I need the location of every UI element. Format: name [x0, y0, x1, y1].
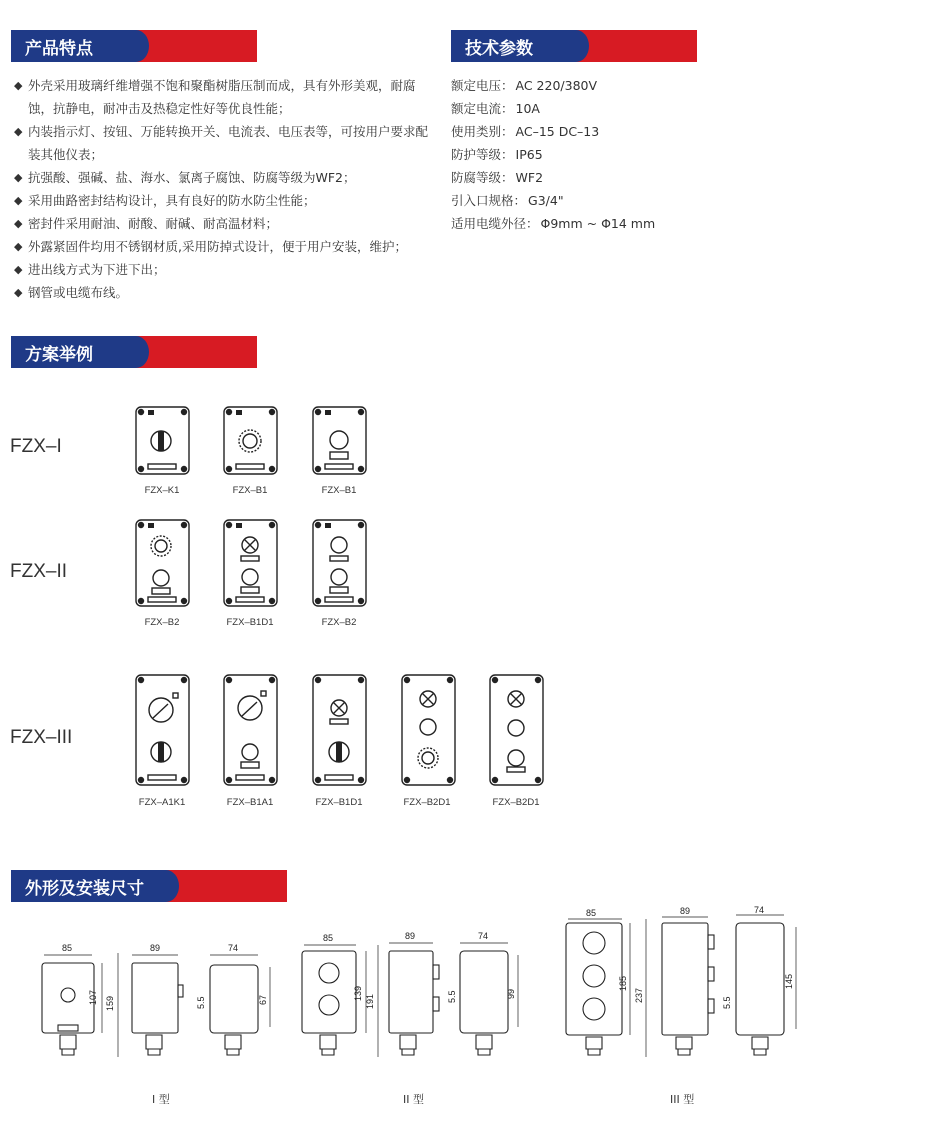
spec-label: 引入口规格： [451, 193, 527, 208]
spec-label: 额定电压： [451, 78, 514, 93]
model-caption: FZX–B2D1 [403, 797, 451, 808]
device-box-a1k1 [136, 675, 189, 785]
spec-label: 防护等级： [451, 147, 514, 162]
device-box-k1 [136, 407, 189, 474]
specs-header [451, 30, 589, 62]
dim-width: 85 [323, 933, 334, 943]
dim-mount-h: 145 [784, 973, 794, 989]
dim-offset: 5.5 [447, 990, 457, 1003]
feature-item: ◆ 外壳采用玻璃纤维增强不饱和聚酯树脂压制而成，具有外形美观，耐腐蚀，抗静电，耐冲击及热稳定性好等优良性能； [14, 74, 434, 120]
dimensions-header [11, 870, 179, 902]
spec-label: 防腐等级： [451, 170, 514, 185]
examples-header [11, 336, 149, 368]
feature-item: ◆ 钢管或电缆布线。 [14, 281, 434, 304]
model-caption: FZX–B2 [321, 617, 357, 628]
model-caption: FZX–B1A1 [226, 797, 274, 808]
model-caption: FZX–K1 [144, 485, 180, 496]
dim-mount-h: 99 [506, 988, 516, 999]
type-label: II 型 [403, 1093, 424, 1106]
model-caption: FZX–B1 [321, 485, 357, 496]
type-label: III 型 [670, 1093, 695, 1106]
spec-value: AC–15 DC–13 [515, 124, 600, 139]
device-box-b1d1 [224, 520, 277, 606]
dimension-drawings [0, 905, 941, 1135]
feature-item: ◆ 抗强酸、强碱、盐、海水、氯离子腐蚀、防腐等级为WF2； [14, 166, 434, 189]
device-box-b2d1-b [490, 675, 543, 785]
spec-value: WF2 [515, 170, 544, 185]
dim-side: 74 [754, 905, 765, 915]
dim-offset: 5.5 [722, 996, 732, 1009]
model-caption: FZX–A1K1 [138, 797, 186, 808]
dim-depth: 89 [150, 943, 161, 953]
dim-width: 85 [586, 908, 597, 918]
device-box-b1a1 [224, 675, 277, 785]
feature-item: ◆ 密封件采用耐油、耐酸、耐碱、耐高温材料； [14, 212, 434, 235]
feature-item: ◆ 内装指示灯、按钮、万能转换开关、电流表、电压表等，可按用户要求配装其他仪表； [14, 120, 434, 166]
dim-side: 74 [478, 931, 489, 941]
device-box-b2b [313, 520, 366, 606]
group-label: FZX–III [10, 727, 73, 748]
specs-title: 技术参数 [451, 30, 589, 62]
dim-depth: 89 [680, 906, 691, 916]
dim-side: 74 [228, 943, 239, 953]
spec-value: G3/4" [528, 193, 564, 208]
model-caption: FZX–B2D1 [492, 797, 540, 808]
examples-title: 方案举例 [11, 336, 149, 368]
dim-depth: 89 [405, 931, 416, 941]
model-caption: FZX–B2 [144, 617, 180, 628]
dim-h-total: 191 [365, 993, 375, 1009]
dimensions-title: 外形及安装尺寸 [11, 870, 179, 902]
spec-value: IP65 [515, 147, 543, 162]
spec-label: 使用类别： [451, 124, 514, 139]
dim-offset: 5.5 [196, 996, 206, 1009]
dim-h-inner: 139 [353, 985, 363, 1001]
device-box-b1d1-iii [313, 675, 366, 785]
model-caption: FZX–B1 [232, 485, 268, 496]
spec-label: 额定电流： [451, 101, 514, 116]
spec-label: 适用电缆外径： [451, 216, 539, 231]
dim-h-total: 159 [105, 995, 115, 1011]
device-box-b2d1-a [402, 675, 455, 785]
model-caption: FZX–B1D1 [226, 617, 274, 628]
feature-item: ◆ 外露紧固件均用不锈钢材质,采用防掉式设计，便于用户安装，维护； [14, 235, 434, 258]
features-header [11, 30, 149, 62]
dim-width: 85 [62, 943, 73, 953]
group-label: FZX–II [10, 561, 68, 582]
feature-item: ◆ 采用曲路密封结构设计，具有良好的防水防尘性能； [14, 189, 434, 212]
spec-value: Φ9mm ~ Φ14 mm [540, 216, 656, 231]
dim-mount-h: 67 [258, 994, 268, 1005]
type-label: I 型 [152, 1093, 170, 1106]
group-label: FZX–I [10, 436, 62, 457]
dim-h-inner: 185 [618, 975, 628, 991]
dim-h-inner: 107 [88, 989, 98, 1005]
device-box-b1 [313, 407, 366, 474]
spec-value: 10A [515, 101, 540, 116]
features-title: 产品特点 [11, 30, 149, 62]
dim-h-total: 237 [634, 987, 644, 1003]
device-box-b2 [136, 520, 189, 606]
model-caption: FZX–B1D1 [315, 797, 363, 808]
feature-item: ◆ 进出线方式为下进下出； [14, 258, 434, 281]
device-box-b1-mushroom [224, 407, 277, 474]
spec-value: AC 220/380V [515, 78, 598, 93]
